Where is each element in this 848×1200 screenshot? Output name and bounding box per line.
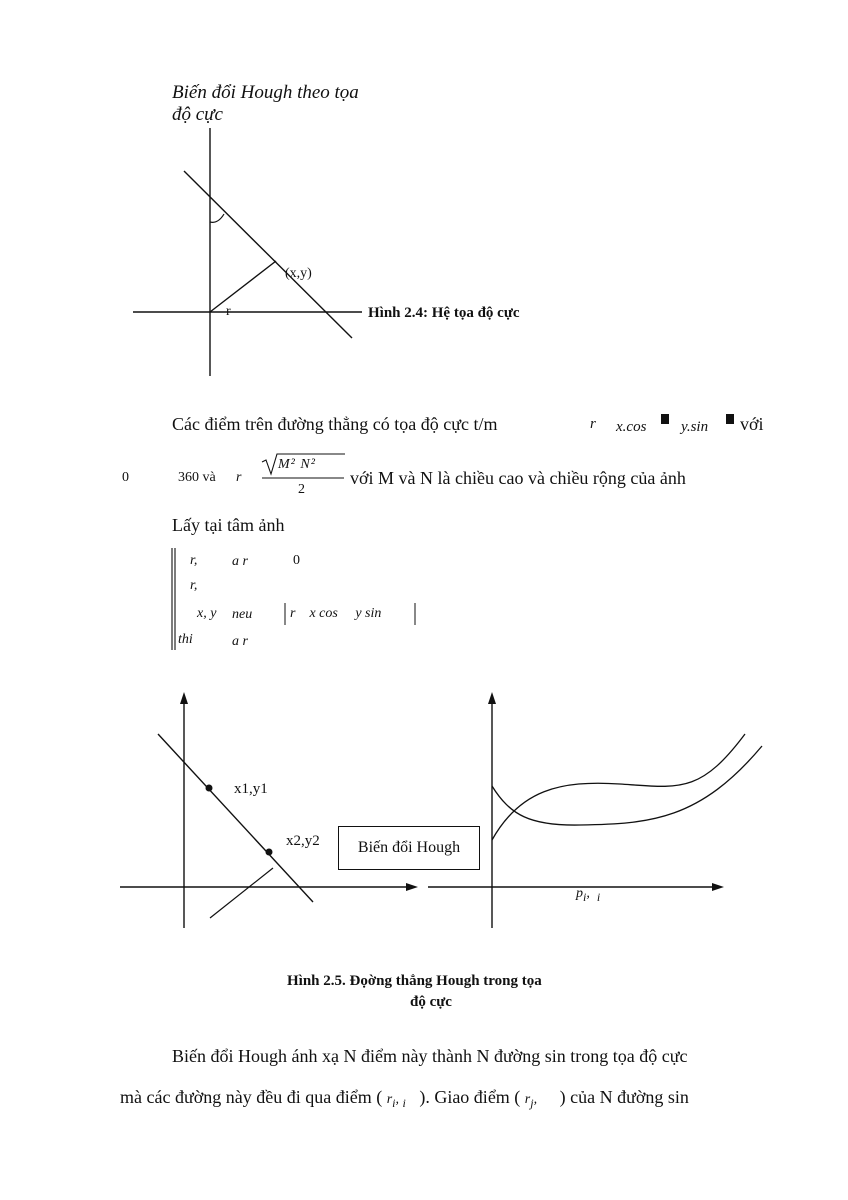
point-label-2: x2,y2	[286, 833, 320, 849]
sqrt-content: M² N²	[278, 457, 316, 472]
figure-caption-2-5-line2: độ cực	[410, 994, 452, 1010]
formula-xcos: x.cos	[616, 419, 647, 435]
formula-xy: x, y	[197, 606, 217, 621]
formula-ar: a r	[232, 634, 248, 649]
r-label: r	[226, 304, 231, 319]
formula-r: r,	[190, 578, 198, 593]
arrow-right-icon	[406, 883, 418, 891]
formula-r: r	[590, 416, 596, 432]
point-dot	[266, 849, 273, 856]
paragraph-text: Lấy tại tâm ảnh	[172, 515, 285, 535]
figure-title-line2: độ cực	[172, 104, 223, 125]
arrow-up-icon	[488, 692, 496, 704]
line-text: với M và N là chiều cao và chiều rộng của ảnh	[350, 468, 686, 488]
point-dot	[206, 785, 213, 792]
formula-thi: thi	[178, 632, 193, 647]
figure-caption-2-4: Hình 2.4: Hệ tọa độ cực	[368, 305, 520, 321]
formula-r: r,	[190, 553, 198, 568]
fraction-denominator: 2	[298, 482, 305, 497]
figure-caption-2-5-line1: Hình 2.5. Đọờng thẳng Hough trong tọa	[287, 973, 542, 989]
formula-ar: a r	[232, 554, 248, 569]
figure-title-line1: Biến đổi Hough theo tọa	[172, 82, 359, 103]
word-voi: với	[740, 414, 764, 434]
hough-line	[158, 734, 313, 902]
formula-neu: neu	[232, 607, 253, 622]
formula-abs-expr: r x cos y sin	[290, 606, 382, 621]
point-label: (x,y)	[285, 266, 312, 281]
sinusoid-curve	[492, 746, 762, 825]
point-label-1: x1,y1	[234, 781, 268, 797]
normal-segment	[210, 868, 273, 918]
paragraph-line2: mà các đường này đều đi qua điểm ( $r_i$, $_i$ ). Giao điểm ( $r_j$, ) của N đường sin	[120, 1087, 689, 1110]
formula-r: r	[236, 470, 242, 485]
paragraph-text: Các điểm trên đường thẳng có tọa độ cực t/m	[172, 414, 498, 434]
formula-ysin: y.sin	[681, 419, 709, 435]
axis-label: $p_i$, $_i$	[576, 886, 601, 904]
arrow-up-icon	[180, 692, 188, 704]
paragraph-line1: Biến đổi Hough ánh xạ N điểm này thành N đường sin trong tọa độ cực	[172, 1046, 688, 1066]
formula-zero: 0	[122, 470, 129, 485]
formula-360: 360 và	[178, 470, 216, 485]
arrow-right-icon	[712, 883, 724, 891]
hough-transform-box: Biến đổi Hough	[338, 826, 480, 870]
formula-zero: 0	[293, 553, 300, 568]
